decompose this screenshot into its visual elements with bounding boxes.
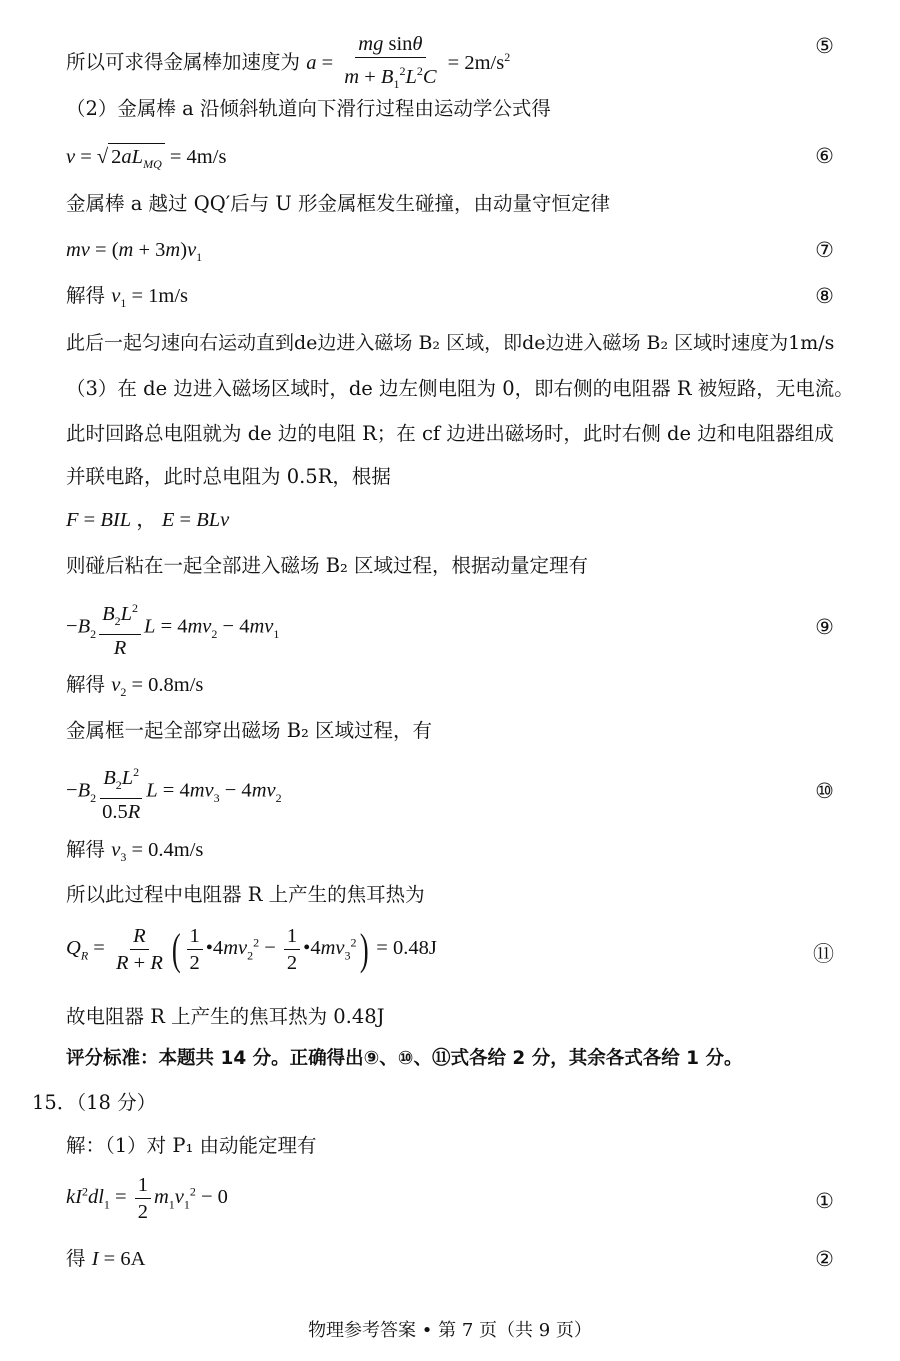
equation-11: $Q_R$ = $\frac{R}{R + R}$ ( $\frac{1}{2}$ $•4mv_2^2$ − $\frac{1}{2}$ $•4mv_3^2) = 0.48J$ bbox=[66, 924, 437, 974]
equation-number-7: ⑦ bbox=[815, 238, 834, 262]
page-footer: 物理参考答案 • 第 7 页（共 9 页） bbox=[308, 1320, 592, 1341]
text-line-18: 所以此过程中电阻器 R 上产生的焦耳热为 bbox=[66, 883, 425, 906]
equation-2: 得 I = 6A bbox=[66, 1247, 146, 1270]
text-line-8: （3）在 de 边进入磁场区域时，de 边左侧电阻为 0，即右侧的电阻器 R 被短路，无电流。 bbox=[66, 377, 854, 400]
scoring-criteria: 评分标准：本题共 14 分。正确得出⑨、⑩、⑪式各给 2 分，其余各式各给 1 分。 bbox=[66, 1048, 743, 1069]
equation-6: v = √ $2aL_{MQ} = 4m/s$ bbox=[66, 143, 226, 177]
equation-5: a = $\frac{\text{mg sinθ}}{m + B_1^2L^2C}$ = $2m/s^2$ bbox=[306, 33, 511, 91]
equation-number-5: ⑤ bbox=[815, 34, 834, 58]
text-line-4: 金属棒 a 越过 QQ′后与 U 形金属框发生碰撞，由动量守恒定律 bbox=[66, 192, 610, 215]
text-line-12: 则碰后粘在一起全部进入磁场 B₂ 区域过程，根据动量定理有 bbox=[66, 554, 589, 577]
text-line-15: 金属框一起全部穿出磁场 B₂ 区域过程，有 bbox=[66, 719, 433, 742]
text-line-1: 所以可求得金属棒加速度为 bbox=[66, 50, 301, 74]
text-line-2: （2）金属棒 a 沿倾斜轨道向下滑行过程由运动学公式得 bbox=[66, 97, 551, 120]
result-v2: 解得 $v_2 = 0.8m/s$ bbox=[66, 673, 204, 700]
text-line-20: 故电阻器 R 上产生的焦耳热为 0.48J bbox=[66, 1005, 385, 1028]
result-v3: 解得 $v_3 = 0.4m/s$ bbox=[66, 838, 204, 865]
equation-number-6: ⑥ bbox=[815, 144, 834, 168]
equation-10: $-B_2$ $\frac{B_2L^2}{0.5R}$ $L = 4mv_3 - 4mv_2$ bbox=[66, 761, 282, 823]
text-line-23: 解：（1）对 P₁ 由动能定理有 bbox=[66, 1134, 317, 1157]
equation-1: $kI^2dl_1$ = $\frac{1}{2}$ $m_1v_1^2 - 0$ bbox=[66, 1174, 228, 1223]
equation-force-emf: F = BIL ， E = BLv bbox=[66, 509, 230, 531]
text-line-7: 此后一起匀速向右运动直到de边进入磁场 B₂ 区域，即de边进入磁场 B₂ 区域时速度为1m/s bbox=[66, 332, 835, 354]
equation-number-11: ⑪ bbox=[813, 942, 834, 966]
equation-number-9: ⑨ bbox=[815, 615, 834, 639]
equation-number-1: ① bbox=[815, 1189, 834, 1213]
text-line-9: 此时回路总电阻就为 de 边的电阻 R；在 cf 边进出磁场时，此时右侧 de 边和电阻器组成 bbox=[66, 422, 834, 445]
equation-8: 解得 $v_1 = 1m/s$ bbox=[66, 284, 189, 311]
equation-9: $-B_2$ $\frac{B_2L^2}{R}$ $L = 4mv_2 - 4mv_1$ bbox=[66, 597, 279, 659]
text-line bbox=[66, 33, 510, 95]
equation-7: mv = $(m + 3m)v_1$ bbox=[66, 239, 203, 265]
equation-number-8: ⑧ bbox=[815, 284, 834, 308]
question-15-heading: 15．（18 分） bbox=[32, 1091, 157, 1114]
equation-number-10: ⑩ bbox=[815, 779, 834, 803]
equation-number-2: ② bbox=[815, 1247, 834, 1271]
text-line-10: 并联电路，此时总电阻为 0.5R，根据 bbox=[66, 465, 391, 488]
